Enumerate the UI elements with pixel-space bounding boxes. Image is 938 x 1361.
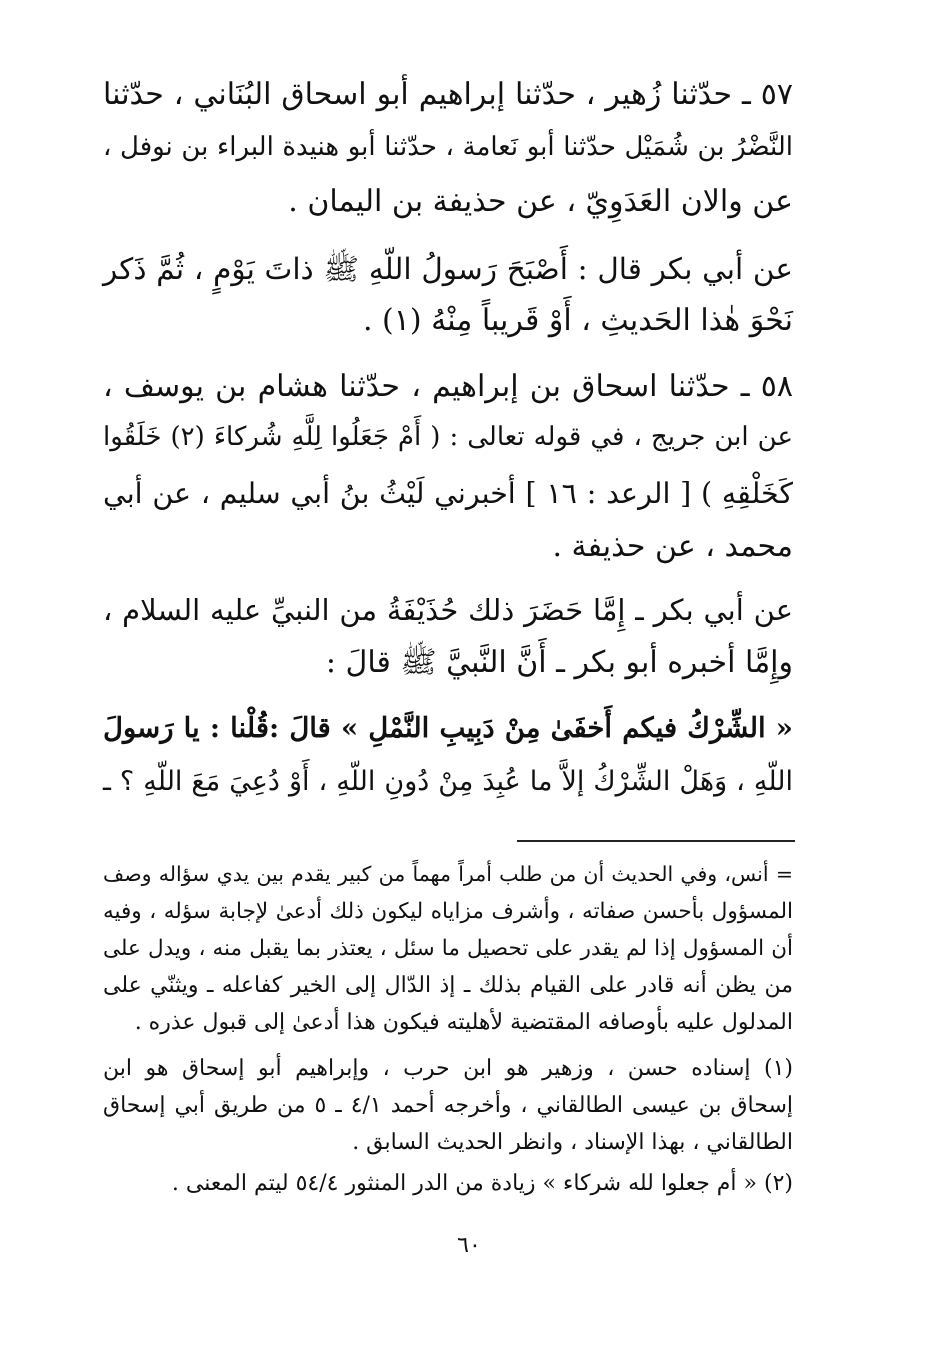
footnote-continuation-line-1: = أنس، وفي الحديث أن من طلب أمراً مهماً من كبير يقدم بين يدي سؤاله وصف: [103, 862, 793, 886]
hadith-57-line-3: عن والان العَدَوِيّ ، عن حذيفة بن اليمان .: [288, 184, 793, 219]
footnote-separator: [517, 840, 795, 842]
footnote-continuation-line-5: المدلول عليه بأوصافه المقتضية لأهليته فيكون هذا أدعىٰ إلى قبول عذره .: [134, 1010, 793, 1035]
footnote-2-line-1: (٢) « أم جعلوا لله شركاء » زيادة من الدر المنثور ٥٤/٤ ليتم المعنى .: [171, 1171, 793, 1196]
footnote-1-line-2: إسحاق بن عيسى الطالقاني ، وأخرجه أحمد ٤/١ ـ ٥ من طريق أبي إسحاق: [103, 1093, 793, 1118]
hadith-58-matn-line-2: وإِمَّا أخبره أبو بكر ـ أَنَّ النَّبيَّ ﷺ قالَ :: [325, 645, 793, 680]
hadith-58-line-1: ٥٨ ـ حدّثنا اسحاق بن إبراهيم ، حدّثنا هشام بن يوسف ،: [103, 369, 793, 404]
hadith-58-matn-line-3: « الشِّرْكُ فيكم أَخفَىٰ مِنْ دَبِيبِ النَّمْلِ » قالَ :قُلْنا : يا رَسولَ: [103, 712, 793, 744]
hadith-58-line-4: محمد ، عن حذيفة .: [552, 529, 793, 564]
hadith-57-matn-line-1: عن أبي بكر قال : أَصْبَحَ رَسولُ اللّهِ ﷺ ذاتَ يَوْمٍ ، ثُمَّ ذَكر: [103, 252, 793, 286]
page-number: ٦٠: [457, 1233, 481, 1258]
footnote-1-line-3: الطالقاني ، بهذا الإسناد ، وانظر الحديث السابق .: [352, 1130, 793, 1155]
hadith-58-matn-line-4: اللّهِ ، وَهَلْ الشِّرْكُ إلاَّ ما عُبِدَ مِنْ دُونِ اللّهِ ، أَوْ دُعِيَ مَعَ اللّهِ ؟ ـ: [103, 766, 793, 797]
hadith-58-matn-line-1: عن أبي بكر ـ إِمَّا حَضَرَ ذلك حُذَيْفَةُ من النبيِّ عليه السلام ،: [103, 593, 793, 627]
hadith-57-line-1: ٥٧ ـ حدّثنا زُهير ، حدّثنا إبراهيم أبو اسحاق البُنَاني ، حدّثنا: [103, 77, 793, 112]
hadith-57-matn-line-2: نَحْوَ هٰذا الحَديثِ ، أَوْ قَريباً مِنْهُ (١) .: [362, 303, 793, 338]
footnote-continuation-line-4: من يظن أنه قادر على القيام بذلك ـ إذ الدّال إلى الخير كفاعله ـ ويثنّي على: [103, 973, 793, 998]
footnote-continuation-line-3: أن المسؤول إذا لم يقدر على تحصيل ما سئل ، يعتذر بما يقبل منه ، ويدل على: [103, 936, 793, 961]
footnote-1-line-1: (١) إسناده حسن ، وزهير هو ابن حرب ، وإبراهيم أبو إسحاق هو ابن: [103, 1056, 793, 1081]
footnote-continuation-line-2: المسؤول بأحسن صفاته ، وأشرف مزاياه ليكون ذلك أدعىٰ لإجابة سؤله ، وفيه: [103, 899, 793, 924]
hadith-58-line-3: كَخَلْقِهِ ) [ الرعد : ١٦ ] أخبرني لَيْثُ بنُ أبي سليم ، عن أبي: [103, 477, 793, 510]
hadith-58-line-2: عن ابن جريج ، في قوله تعالى : ( أَمْ جَعَلُوا لِلَّهِ شُركاءَ (٢) خَلَقُوا: [103, 422, 793, 452]
hadith-57-line-2: النَّضْرُ بن شُمَيْل حدّثنا أبو نَعامة ، حدّثنا أبو هنيدة البراء بن نوفل ،: [103, 132, 793, 162]
